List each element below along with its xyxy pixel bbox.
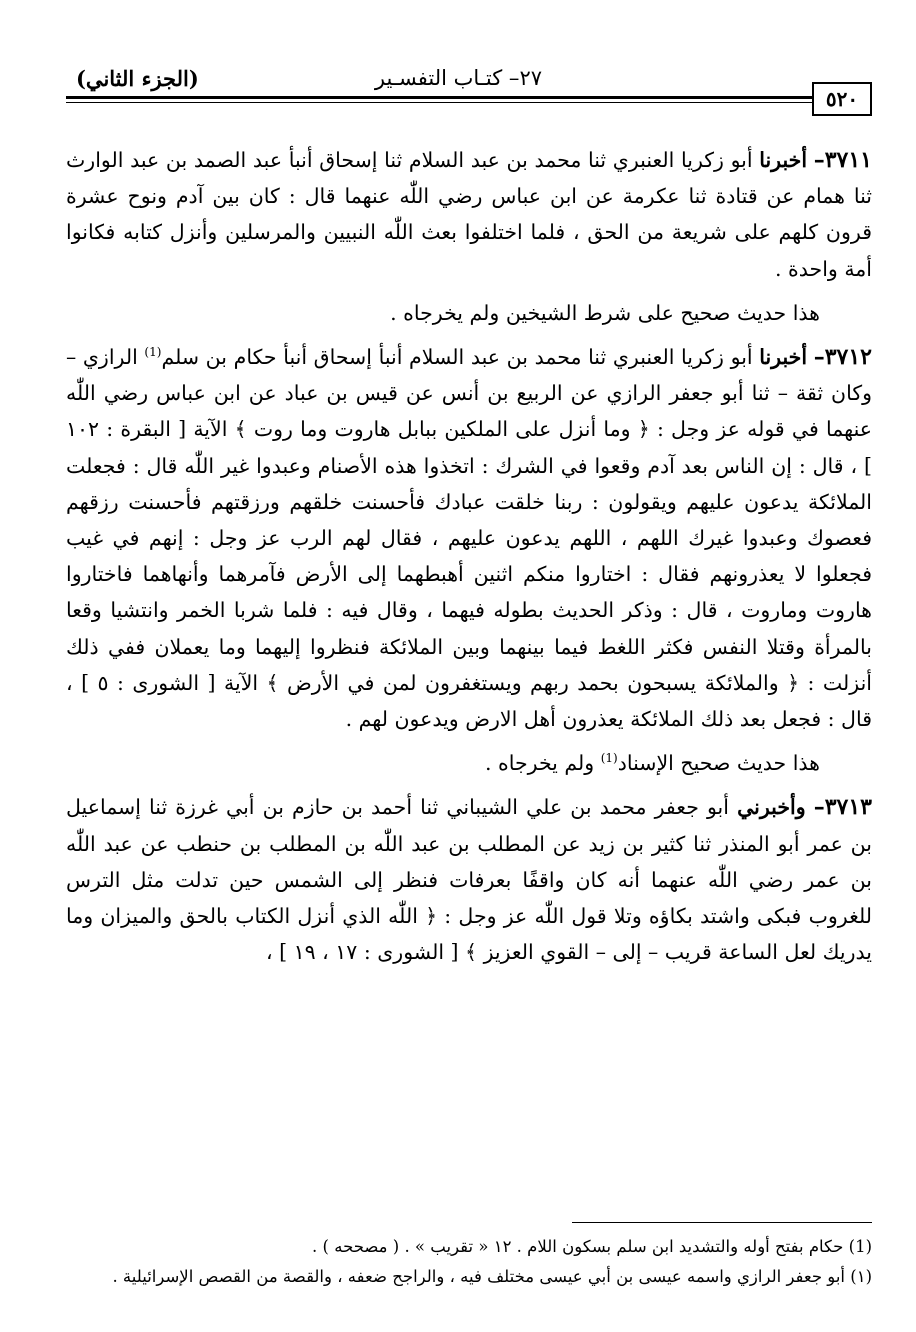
entry-verdict bbox=[66, 745, 872, 781]
verdict-text-continued: ولم يخرجاه . bbox=[484, 751, 601, 776]
header-rule-thick bbox=[66, 96, 812, 99]
verdict-text: هذا حديث صحيح الإسناد bbox=[617, 751, 820, 776]
footnote-marker[interactable]: (1) bbox=[144, 345, 162, 360]
entry-text: أبو جعفر محمد بن علي الشيباني ثنا أحمد بن حازم بن أبي غرزة ثنا إسماعيل بن عمر أبو المنذر ثنا كثير بن زيد عن المطلب بن عبد اللّٰه بن المطلب بن حنطب عن عبد اللّٰه بن عمر رضي اللّٰه عنهما أنه كان واقفًا بعرفات فنظر إلى الشمس حين تدلت مثل الترس للغروب فبكى واشتد بكاؤه وتلا قول اللّٰه عز وجل : ﴿ اللّٰه الذي أنزل الكتاب بالحق والميزان وما يدريك لعل الساعة قريب – إلى – القوي العزيز ﴾ [ الشورى : ١٧ ، ١٩ ] ، bbox=[66, 795, 872, 965]
header-rule-thin bbox=[66, 102, 812, 103]
entry-lead-verb: وأخبرني bbox=[737, 795, 806, 820]
part-label: (الجزء الثاني) bbox=[76, 66, 199, 91]
entry-number: ٣٧١٣– bbox=[813, 794, 872, 821]
main-text bbox=[66, 142, 872, 978]
page-header bbox=[66, 60, 872, 124]
footnote-divider bbox=[572, 1222, 872, 1223]
entry-lead-verb: أخبرنا bbox=[759, 345, 808, 370]
entry-verdict: هذا حديث صحيح على شرط الشيخين ولم يخرجاه . bbox=[390, 300, 820, 325]
entry-text: أبو زكريا العنبري ثنا محمد بن عبد السلام ثنا إسحاق أنبأ عبد الصمد بن عبد الوارث ثنا همام عن قتادة ثنا عكرمة عن ابن عباس رضي اللّٰه عنهما قال : كان بين آدم ونوح عشرة قرون كلهم على شريعة من الحق ، فلما اختلفوا بعث اللّٰه النبيين والمرسلين وأنزل كتابه فكانوا أمة واحدة . bbox=[66, 148, 872, 281]
page-number: ٥٢٠ bbox=[812, 82, 872, 116]
entry-lead-verb: أخبرنا bbox=[759, 148, 808, 172]
hadith-entry-3711 bbox=[66, 142, 872, 287]
entry-number: ٣٧١٢– bbox=[813, 344, 872, 371]
entry-text-continued: الرازي – وكان ثقة – ثنا أبو جعفر الرازي عن الربيع بن أنس عن قيس بن عباد عن ابن عباس رضي اللّٰه عنهما في قوله عز وجل : ﴿ وما أنزل على الملكين ببابل هاروت وما روت ﴾ الآية [ البقرة : ١٠٢ ] ، قال : إن الناس بعد آدم وقعوا في الشرك : اتخذوا هذه الأصنام وعبدوا غير اللّٰه قال : فجعلت الملائكة يدعون عليهم ويقولون : ربنا خلقت عبادك فأحسنت خلقهم ورزقتهم فأحسنت رزقهم فعصوك وعبدوا غيرك اللهم ، اللهم يدعون عليهم ، فقال لهم الرب عز وجل : إنهم في غيب فجعلوا لا يعذرونهم فقال : اختاروا منكم اثنين أهبطهما إلى الأرض فآمرهما وأنهاهما فاختاروا هاروت وماروت ، قال : وذكر الحديث بطوله فيهما ، وقال فيه : فلما شربا الخمر وانتشيا وقعا بالمرأة وقتلا النفس فكثر اللغط فيما بينهما وبين الملائكة فنظروا إليهما وما يعملان ففي ذلك أنزلت : ﴿ والملائكة يسبحون بحمد ربهم ويستغفرون لمن في الأرض ﴾ الآية [ الشورى : ٥ ] ، قال : فجعل بعد ذلك الملائكة يعذرون أهل الارض ويدعون لهم . bbox=[66, 345, 872, 732]
entry-text: أبو زكريا العنبري ثنا محمد بن عبد السلام أنبأ إسحاق أنبأ حكام بن سلم bbox=[161, 345, 760, 370]
book-page bbox=[66, 60, 872, 1320]
running-title: ٢٧– كتـاب التفسـير bbox=[374, 66, 542, 90]
hadith-entry-3713 bbox=[66, 789, 872, 970]
footnote-item: (1) حكام بفتح أوله والتشديد ابن سلم بسكون اللام . ١٢ « تقريب » . ( مصححه ) . bbox=[312, 1237, 872, 1256]
hadith-entry-3712 bbox=[66, 339, 872, 737]
entry-number: ٣٧١١– bbox=[813, 147, 872, 173]
footnote-item: (١) أبو جعفر الرازي واسمه عيسى بن أبي عيسى مختلف فيه ، والراجح ضعفه ، والقصة من القصص الإسرائيلية . bbox=[112, 1267, 872, 1286]
footnotes bbox=[66, 1232, 872, 1292]
footnote-marker[interactable]: (1) bbox=[600, 751, 618, 766]
